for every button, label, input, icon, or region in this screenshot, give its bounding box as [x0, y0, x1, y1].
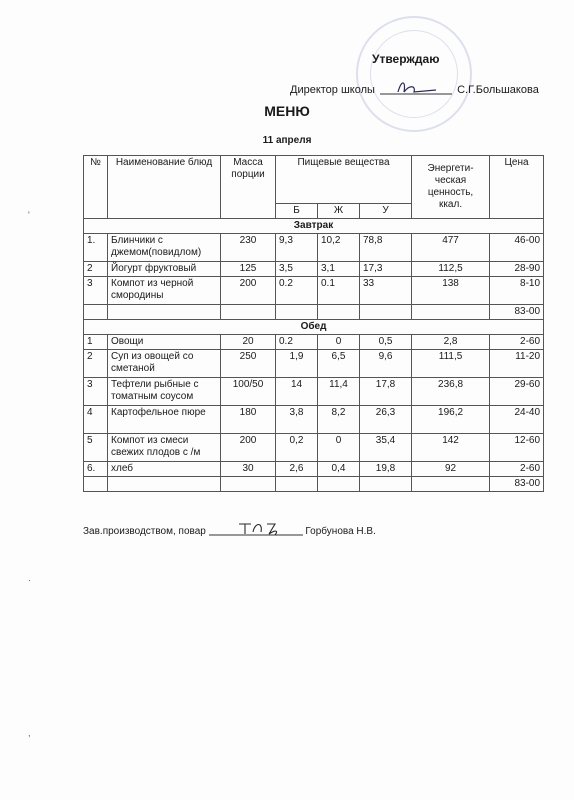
breakfast-total: 83-00	[490, 305, 544, 320]
page-title: МЕНЮ	[264, 103, 310, 119]
row-price: 24-40	[490, 406, 544, 434]
scan-mark: '	[28, 210, 30, 220]
table-row	[84, 462, 544, 477]
row-zh: 11,4	[318, 378, 360, 406]
row-energy: 92	[412, 462, 490, 477]
row-no: 1.	[84, 234, 108, 262]
director-signature	[380, 80, 452, 96]
col-header-u: У	[360, 204, 412, 219]
row-b: 3,8	[276, 406, 318, 434]
total-row	[84, 305, 544, 320]
table-row	[84, 434, 544, 462]
menu-date: 11 апреля	[262, 135, 312, 146]
row-price: 11-20	[490, 350, 544, 378]
cook-signature	[209, 520, 303, 538]
scan-mark: ,	[28, 728, 31, 738]
row-energy: 236,8	[412, 378, 490, 406]
row-price: 28-90	[490, 262, 544, 277]
section-title-breakfast: Завтрак	[84, 219, 544, 234]
director-name: С.Г.Большакова	[457, 84, 539, 96]
row-u: 17,8	[360, 378, 412, 406]
row-b: 1,9	[276, 350, 318, 378]
row-b: 3,5	[276, 262, 318, 277]
table-row	[84, 277, 544, 305]
menu-table	[83, 155, 544, 492]
row-price: 29-60	[490, 378, 544, 406]
footer-label: Зав.производством, повар	[83, 526, 206, 537]
row-mass: 30	[221, 462, 276, 477]
row-mass: 100/50	[221, 378, 276, 406]
table-row	[84, 350, 544, 378]
row-mass: 20	[221, 335, 276, 350]
row-b: 14	[276, 378, 318, 406]
row-name: Суп из овощей со сметаной	[108, 350, 221, 378]
row-name: Блинчики с джемом(повидлом)	[108, 234, 221, 262]
row-mass: 200	[221, 434, 276, 462]
row-b: 0.2	[276, 335, 318, 350]
row-b: 0.2	[276, 277, 318, 305]
footer-signature-line	[83, 520, 376, 538]
row-energy: 477	[412, 234, 490, 262]
row-zh: 0,4	[318, 462, 360, 477]
row-zh: 0	[318, 434, 360, 462]
total-row	[84, 477, 544, 492]
row-zh: 10,2	[318, 234, 360, 262]
col-header-price: Цена	[490, 156, 544, 219]
lunch-total: 83-00	[490, 477, 544, 492]
table-row	[84, 262, 544, 277]
table-row	[84, 406, 544, 434]
row-u: 33	[360, 277, 412, 305]
row-energy: 111,5	[412, 350, 490, 378]
row-mass: 200	[221, 277, 276, 305]
col-header-b: Б	[276, 204, 318, 219]
row-u: 26,3	[360, 406, 412, 434]
row-u: 35,4	[360, 434, 412, 462]
row-b: 0,2	[276, 434, 318, 462]
table-row	[84, 234, 544, 262]
row-no: 2	[84, 350, 108, 378]
row-zh: 6,5	[318, 350, 360, 378]
footer-name: Горбунова Н.В.	[305, 526, 376, 537]
table-row	[84, 335, 544, 350]
row-price: 46-00	[490, 234, 544, 262]
row-mass: 180	[221, 406, 276, 434]
approve-heading: Утверждаю	[372, 52, 440, 66]
row-zh: 8,2	[318, 406, 360, 434]
row-energy: 196,2	[412, 406, 490, 434]
row-b: 9,3	[276, 234, 318, 262]
row-price: 2-60	[490, 462, 544, 477]
col-header-zh: Ж	[318, 204, 360, 219]
row-name: Йогурт фруктовый	[108, 262, 221, 277]
row-u: 0,5	[360, 335, 412, 350]
scan-mark: ·	[28, 575, 31, 585]
col-header-no: №	[84, 156, 108, 219]
row-name: Компот из смеси свежих плодов с /м	[108, 434, 221, 462]
row-no: 2	[84, 262, 108, 277]
row-price: 12-60	[490, 434, 544, 462]
section-title-lunch: Обед	[84, 320, 544, 335]
row-name: хлеб	[108, 462, 221, 477]
col-header-mass: Масса порции	[221, 156, 276, 219]
row-u: 17,3	[360, 262, 412, 277]
row-energy: 2,8	[412, 335, 490, 350]
row-energy: 138	[412, 277, 490, 305]
col-header-energy: Энергети-ческая ценность, ккал.	[412, 156, 490, 219]
row-price: 8-10	[490, 277, 544, 305]
row-u: 19,8	[360, 462, 412, 477]
director-signature-line	[290, 80, 539, 96]
row-energy: 142	[412, 434, 490, 462]
row-zh: 0.1	[318, 277, 360, 305]
row-zh: 0	[318, 335, 360, 350]
row-mass: 250	[221, 350, 276, 378]
row-no: 1	[84, 335, 108, 350]
row-mass: 230	[221, 234, 276, 262]
col-header-name: Наименование блюд	[108, 156, 221, 219]
row-zh: 3,1	[318, 262, 360, 277]
row-name: Тефтели рыбные с томатным соусом	[108, 378, 221, 406]
row-name: Картофельное пюре	[108, 406, 221, 434]
row-price: 2-60	[490, 335, 544, 350]
row-name: Овощи	[108, 335, 221, 350]
row-no: 3	[84, 378, 108, 406]
row-no: 6.	[84, 462, 108, 477]
row-energy: 112,5	[412, 262, 490, 277]
row-no: 5	[84, 434, 108, 462]
row-b: 2,6	[276, 462, 318, 477]
director-label: Директор школы	[290, 84, 375, 96]
row-u: 9,6	[360, 350, 412, 378]
row-no: 4	[84, 406, 108, 434]
row-name: Компот из черной смородины	[108, 277, 221, 305]
row-u: 78,8	[360, 234, 412, 262]
col-header-nutrients: Пищевые вещества	[276, 156, 412, 204]
table-row	[84, 378, 544, 406]
row-mass: 125	[221, 262, 276, 277]
row-no: 3	[84, 277, 108, 305]
